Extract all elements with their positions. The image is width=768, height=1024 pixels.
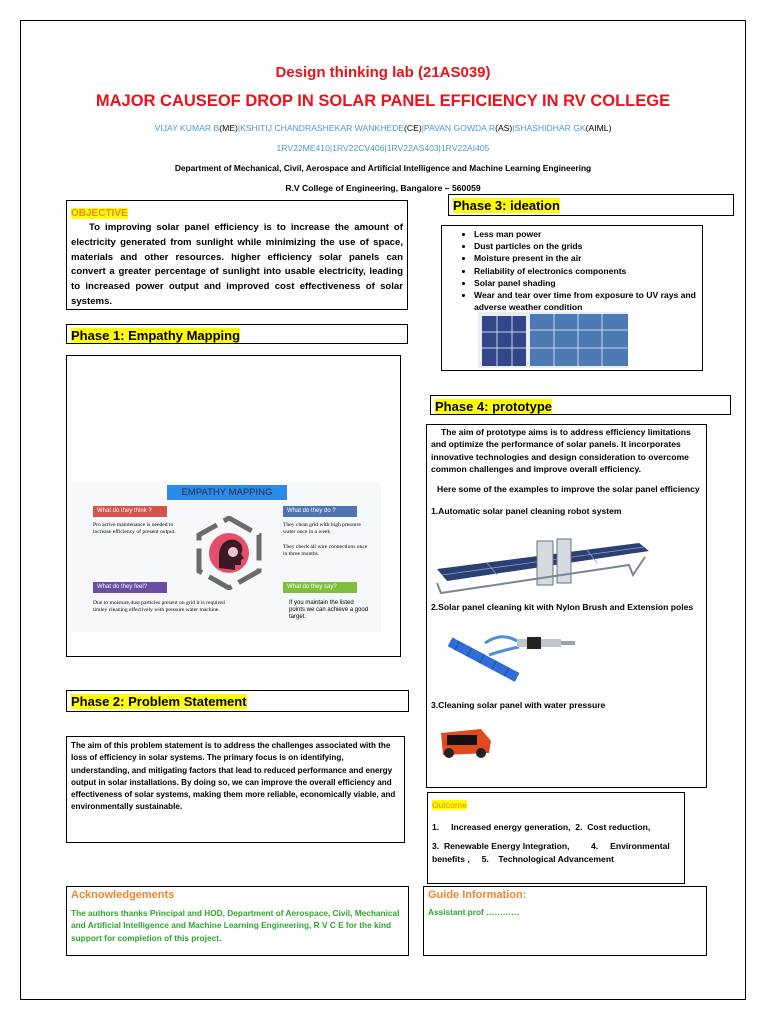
outcome-line: 3. Renewable Energy Integration, 4. Environmental xyxy=(432,841,670,851)
list-item: • Wear and tear over time from exposure to UV rays and adverse weather condition xyxy=(474,289,698,313)
objective-text: To improving solar panel efficiency is to increase the amount of electricity generated from sunlight while minimizing the use of space, materials and other resources. higher efficiency solar panels can convert a greater percentage of sunlight into usable electricity, leading to increased power output and improved cost effectiveness of solar systems. xyxy=(71,222,403,307)
do-text: They check all wire connections once in three months. xyxy=(283,544,368,557)
outcome-box xyxy=(427,792,685,884)
phase3-label-box xyxy=(448,194,734,216)
example-1: 1.Automatic solar panel cleaning robot system xyxy=(431,506,622,517)
phase4-label: Phase 4: prototype xyxy=(435,399,553,414)
department: Department of Mechanical, Civil, Aerospace and Artificial Intelligence and Machine Learning Engineering xyxy=(174,163,592,173)
example-2: 2.Solar panel cleaning kit with Nylon Brush and Extension poles xyxy=(431,602,694,612)
ideation-list xyxy=(446,228,698,313)
problem-statement: The aim of this problem statement is to address the challenges associated with the loss of efficiency in solar systems. The primary focus is on identifying, understanding, and mitigating factors that lead to reduced performance and energy output in solar installations. By doing so, we can improve the overall efficiency and effectiveness of solar systems, making them more reliable, economically viable, and environmentally sustainable. xyxy=(71,741,396,812)
robot-cleaner-image xyxy=(433,535,655,595)
say-label: What do they say? xyxy=(283,582,357,593)
head-icon xyxy=(195,516,263,590)
objective-label: OBJECTIVE xyxy=(71,208,128,219)
phase4-box xyxy=(426,424,707,788)
example-3: 3.Cleaning solar panel with water pressure xyxy=(431,700,606,710)
author-name: SHASHIDHAR GK xyxy=(514,123,586,133)
phase4-label-box xyxy=(430,395,731,415)
empathy-map xyxy=(71,482,381,632)
outcome-line: 1. Increased energy generation, 2. Cost reduction, xyxy=(432,822,651,832)
main-title: MAJOR CAUSEOF DROP IN SOLAR PANEL EFFICIENCY IN RV COLLEGE xyxy=(95,92,671,110)
prototype-intro: The aim of prototype aims is to address efficiency limitations and optimize the performance of solar panels. It incorporates innovative technologies and design consideration to overcome common challenges and improve overall efficiency. xyxy=(431,427,691,474)
phase1-label: Phase 1: Empathy Mapping xyxy=(71,328,241,343)
pressure-washer-image xyxy=(435,719,495,761)
phase1-box xyxy=(66,355,401,657)
author-name: PAVAN GOWDA R xyxy=(423,123,496,133)
feel-text: Due to moisture,dust particles present on grid it is required timley cleaning effectively with pressure water machine. xyxy=(93,600,225,613)
author-name: VIJAY KUMAR B xyxy=(154,123,220,133)
college: R.V College of Engineering, Bangalore – 560059 xyxy=(285,183,481,193)
list-item: • Solar panel shading xyxy=(474,277,698,289)
author-branch: (ME) xyxy=(219,123,238,133)
outcome-line: benefits , 5. Technological Advancement xyxy=(432,854,614,864)
phase2-label: Phase 2: Problem Statement xyxy=(71,694,247,709)
list-item: • Less man power xyxy=(474,228,698,240)
think-text: Pro active maintenance is needed to increase efficiency of present output. xyxy=(93,522,176,535)
list-item: • Moisture present in the air xyxy=(474,252,698,264)
solar-panel-image xyxy=(478,312,628,368)
do-label: What do they do ? xyxy=(283,506,357,517)
guide-text: Assistant prof ………… xyxy=(428,907,520,917)
phase2-box xyxy=(66,736,405,843)
phase3-label: Phase 3: ideation xyxy=(453,198,560,213)
usn-list: 1RV22ME410|1RV22CV406|1RV22AS403|1RV22AI405 xyxy=(276,143,490,153)
do-text: They clean grid with high pressure water once in a week xyxy=(283,522,361,535)
feel-label: What do they feel? xyxy=(93,582,167,593)
acknowledgements-label: Acknowledgements xyxy=(71,889,175,901)
acknowledgements-box xyxy=(66,886,409,956)
brush-kit-image xyxy=(437,621,577,697)
guide-box xyxy=(423,886,707,956)
outcome-label: Outcome xyxy=(432,800,467,810)
author-branch: (CE) xyxy=(404,123,422,133)
author-name: KSHITIJ CHANDRASHEKAR WANKHEDE xyxy=(240,123,405,133)
objective-box xyxy=(66,200,408,310)
think-label: What do they think ? xyxy=(93,506,167,517)
say-text: If you maintain the listed points we can achieve a good target. xyxy=(289,600,369,620)
phase1-label-box xyxy=(66,324,408,344)
empathy-map-title: EMPATHY MAPPING xyxy=(167,485,287,500)
prototype-examples-intro: Here some of the examples to improve the solar panel efficiency xyxy=(437,484,700,495)
author-branch: (AIML) xyxy=(585,123,612,133)
author-list: VIJAY KUMAR B(ME)|KSHITIJ CHANDRASHEKAR WANKHEDE(CE)|PAVAN GOWDA R(AS)|SHASHIDHAR GK(AIML) xyxy=(154,123,612,133)
acknowledgements-text: The authors thanks Principal and HOD, Department of Aerospace, Civil, Mechanical and Artificial Intelligence and Machine Learning Engineering, R V C E for the kind support for completion of this project. xyxy=(71,908,400,943)
lab-title: Design thinking lab (21AS039) xyxy=(275,64,491,81)
phase2-label-box xyxy=(66,690,409,712)
list-item: • Dust particles on the grids xyxy=(474,240,698,252)
guide-label: Guide Information: xyxy=(428,889,527,901)
author-branch: (AS) xyxy=(495,123,513,133)
list-item: • Reliability of electronics components xyxy=(474,265,698,277)
phase3-box xyxy=(441,225,703,371)
